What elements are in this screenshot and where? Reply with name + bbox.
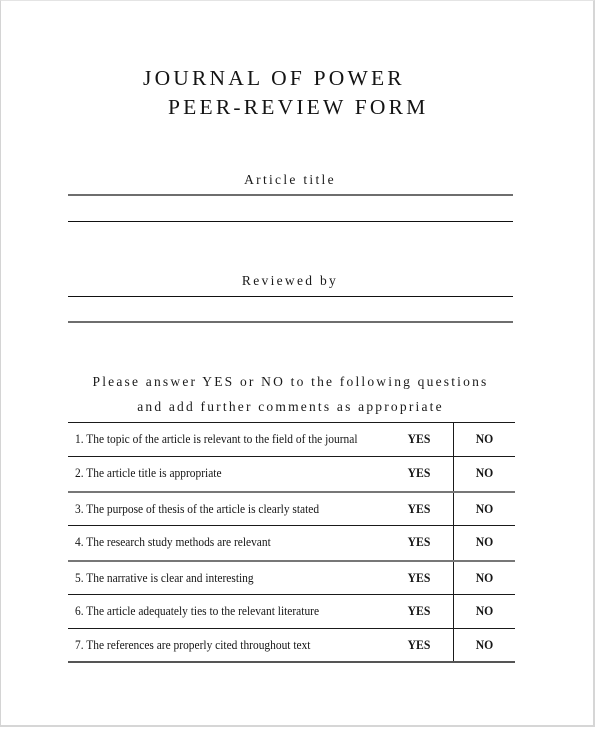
no-option[interactable]: NO (475, 637, 494, 653)
instructions (68, 369, 513, 419)
reviewed-by-line-2[interactable] (68, 321, 513, 323)
question-text: 5. The narrative is clear and interesting (75, 569, 254, 585)
question-row-4 (68, 525, 515, 559)
question-row-3 (68, 491, 515, 525)
question-row-1 (68, 422, 515, 456)
column-divider (453, 457, 454, 490)
yes-option[interactable]: YES (407, 569, 431, 585)
instructions-line-1: Please answer YES or NO to the following questions (92, 374, 489, 389)
column-divider (453, 423, 454, 456)
column-divider (453, 629, 454, 660)
column-divider (453, 562, 454, 594)
article-title-line-2[interactable] (68, 221, 513, 222)
question-row-2 (68, 456, 515, 490)
question-text: 4. The research study methods are relevant (75, 534, 271, 550)
reviewed-by-label: Reviewed by (241, 273, 339, 288)
question-text: 1. The topic of the article is relevant to the field of the journal (75, 431, 358, 446)
no-option[interactable]: NO (475, 431, 494, 446)
question-row-6 (68, 594, 515, 628)
question-text: 3. The purpose of thesis of the article is clearly stated (75, 500, 320, 516)
yes-option[interactable]: YES (407, 500, 431, 516)
yes-option[interactable]: YES (407, 637, 431, 653)
instructions-line-2: and add further comments as appropriate (137, 399, 444, 414)
column-divider (453, 595, 454, 628)
yes-option[interactable]: YES (407, 602, 431, 618)
no-option[interactable]: NO (475, 569, 494, 585)
article-title-label: Article title (244, 172, 336, 187)
yes-option[interactable]: YES (407, 465, 431, 481)
article-title-line-1[interactable] (68, 194, 513, 196)
no-option[interactable]: NO (475, 602, 494, 618)
column-divider (453, 526, 454, 559)
question-text: 6. The article adequately ties to the relevant literature (75, 602, 320, 618)
document-title-line-2: PEER-REVIEW FORM (168, 95, 429, 119)
column-divider (453, 493, 454, 525)
question-text: 2. The article title is appropriate (75, 465, 222, 481)
questions-table (68, 422, 515, 663)
yes-option[interactable]: YES (407, 534, 431, 550)
yes-option[interactable]: YES (407, 431, 431, 446)
question-row-7 (68, 628, 515, 662)
reviewed-by-line-1[interactable] (68, 296, 513, 297)
document-title-line-1: JOURNAL OF POWER (143, 66, 405, 90)
question-row-5 (68, 560, 515, 594)
no-option[interactable]: NO (475, 465, 494, 481)
no-option[interactable]: NO (475, 500, 494, 516)
no-option[interactable]: NO (475, 534, 494, 550)
question-text: 7. The references are properly cited throughout text (75, 637, 311, 653)
